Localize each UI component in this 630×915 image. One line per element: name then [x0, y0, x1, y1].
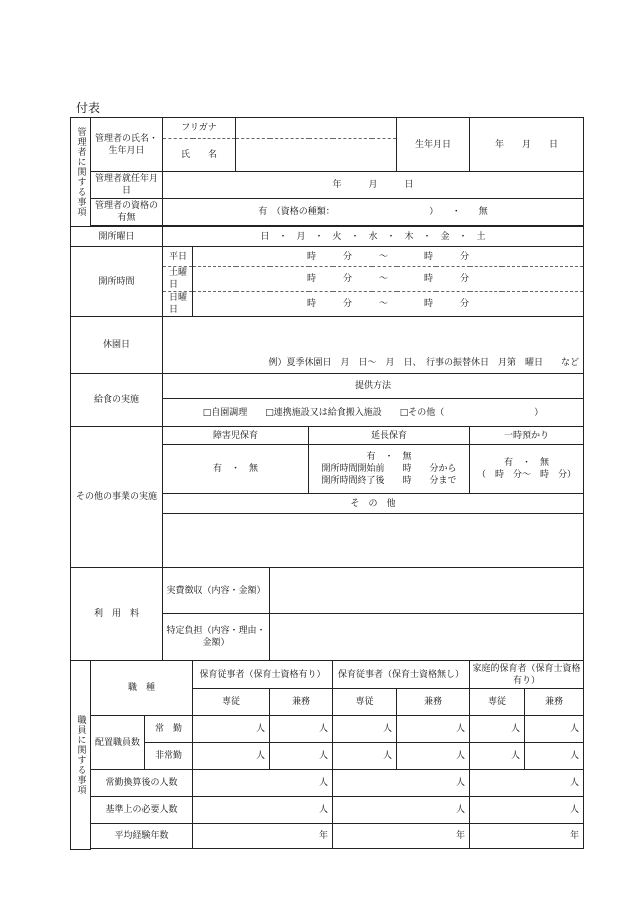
disabled-care-header: 障害児保育 [163, 427, 309, 445]
unqualified-sen-parttime[interactable]: 人 [333, 743, 397, 770]
open-hours-day-sunday: 日曜日 [163, 292, 193, 317]
closed-days-label: 休園日 [71, 317, 163, 374]
extended-care-availability: 有 ・ 無 [366, 452, 412, 462]
furigana-field[interactable] [236, 118, 397, 139]
qualified-sen-header: 専従 [193, 689, 270, 716]
job-type-label: 職 種 [91, 661, 193, 716]
open-days-label: 開所曜日 [71, 227, 163, 247]
staff-col-home: 家庭的保育者（保育士資格有り） [470, 661, 584, 689]
staff-col-unqualified: 保育従事者（保育士資格無し） [333, 661, 470, 689]
qualified-ken-fulltime[interactable]: 人 [270, 716, 333, 743]
disabled-care-field[interactable]: 有 ・ 無 [163, 445, 309, 494]
qualified-fte[interactable]: 人 [193, 770, 333, 797]
home-sen-header: 専従 [470, 689, 525, 716]
qualified-required[interactable]: 人 [193, 797, 333, 824]
actual-cost-field[interactable] [270, 568, 584, 614]
other-field[interactable] [163, 514, 584, 568]
birthdate-label: 生年月日 [397, 118, 470, 172]
fulltime-label: 常 勤 [145, 716, 193, 743]
qualified-sen-fulltime[interactable]: 人 [193, 716, 270, 743]
tenure-label: 管理者就任年月日 [91, 172, 163, 199]
open-days-field[interactable]: 日 ・ 月 ・ 火 ・ 水 ・ 木 ・ 金 ・ 土 [163, 227, 584, 247]
application-form-table [70, 117, 584, 850]
extended-care-field[interactable] [309, 445, 470, 494]
furigana-label: フリガナ [163, 118, 236, 139]
extended-care-after: 開所時間終了後 時 分まで [321, 476, 457, 486]
fees-label: 利 用 料 [71, 568, 163, 661]
home-experience[interactable]: 年 [470, 824, 584, 849]
extended-care-before: 開所時間開始前 時 分から [321, 464, 457, 474]
unqualified-fte[interactable]: 人 [333, 770, 470, 797]
staff-section-label: 職員に関する事項 [71, 661, 91, 850]
home-sen-fulltime[interactable]: 人 [470, 716, 525, 743]
extended-care-header: 延長保育 [309, 427, 470, 445]
unqualified-ken-header: 兼務 [397, 689, 470, 716]
tenure-field[interactable]: 年 月 日 [163, 172, 584, 199]
meals-method-label: 提供方法 [163, 374, 584, 399]
open-hours-saturday-field[interactable]: 時 分 ～ 時 分 [193, 267, 584, 292]
qualified-ken-parttime[interactable]: 人 [270, 743, 333, 770]
unqualified-sen-header: 専従 [333, 689, 397, 716]
manager-section-label: 管理者に関する事項 [71, 118, 91, 227]
open-hours-day-weekday: 平日 [163, 247, 193, 267]
manager-name-label: 管理者の氏名・生年月日 [91, 118, 163, 172]
open-hours-sunday-field[interactable]: 時 分 ～ 時 分 [193, 292, 584, 317]
other-header: そ の 他 [163, 494, 584, 514]
required-label: 基準上の必要人数 [91, 797, 193, 824]
home-ken-parttime[interactable]: 人 [525, 743, 584, 770]
home-fte[interactable]: 人 [470, 770, 584, 797]
open-hours-weekday-field[interactable]: 時 分 ～ 時 分 [193, 247, 584, 267]
specific-charge-field[interactable] [270, 614, 584, 661]
specific-charge-label: 特定負担（内容・理由・金額） [163, 614, 270, 661]
temporary-care-field[interactable] [470, 445, 584, 494]
open-hours-label: 開所時間 [71, 247, 163, 317]
page-title: 付表 [76, 101, 101, 115]
actual-cost-label: 実費徴収（内容・金額） [163, 568, 270, 614]
temporary-care-hours: （ 時 分～ 時 分） [477, 470, 577, 480]
other-services-label: その他の事業の実施 [71, 427, 163, 568]
temporary-care-availability: 有 ・ 無 [504, 458, 550, 468]
home-ken-fulltime[interactable]: 人 [525, 716, 584, 743]
qualification-field[interactable]: 有 （資格の種類： ） ・ 無 [163, 199, 584, 226]
qualification-label: 管理者の資格の有無 [91, 199, 163, 226]
temporary-care-header: 一時預かり [470, 427, 584, 445]
avg-experience-label: 平均経験年数 [91, 824, 193, 849]
parttime-label: 非常勤 [145, 743, 193, 770]
home-ken-header: 兼務 [525, 689, 584, 716]
birthdate-field[interactable]: 年 月 日 [470, 118, 584, 172]
home-required[interactable]: 人 [470, 797, 584, 824]
home-sen-parttime[interactable]: 人 [470, 743, 525, 770]
open-hours-day-saturday: 土曜日 [163, 267, 193, 292]
unqualified-ken-fulltime[interactable]: 人 [397, 716, 470, 743]
qualified-ken-header: 兼務 [270, 689, 333, 716]
assigned-staff-label: 配置職員数 [91, 716, 145, 770]
meals-options[interactable]: □自園調理 □連携施設又は給食搬入施設 □その他（ ） [163, 399, 584, 427]
qualified-sen-parttime[interactable]: 人 [193, 743, 270, 770]
fte-label: 常勤換算後の人数 [91, 770, 193, 797]
staff-col-qualified: 保育従事者（保育士資格有り） [193, 661, 333, 689]
unqualified-ken-parttime[interactable]: 人 [397, 743, 470, 770]
closed-days-field[interactable]: 例）夏季休園日 月 日～ 月 日、 行事の振替休日 月第 曜日 など [163, 317, 584, 374]
unqualified-experience[interactable]: 年 [333, 824, 470, 849]
unqualified-sen-fulltime[interactable]: 人 [333, 716, 397, 743]
unqualified-required[interactable]: 人 [333, 797, 470, 824]
qualified-experience[interactable]: 年 [193, 824, 333, 849]
meals-label: 給食の実施 [71, 374, 163, 427]
name-field[interactable] [236, 139, 397, 172]
name-label: 氏 名 [163, 139, 236, 172]
